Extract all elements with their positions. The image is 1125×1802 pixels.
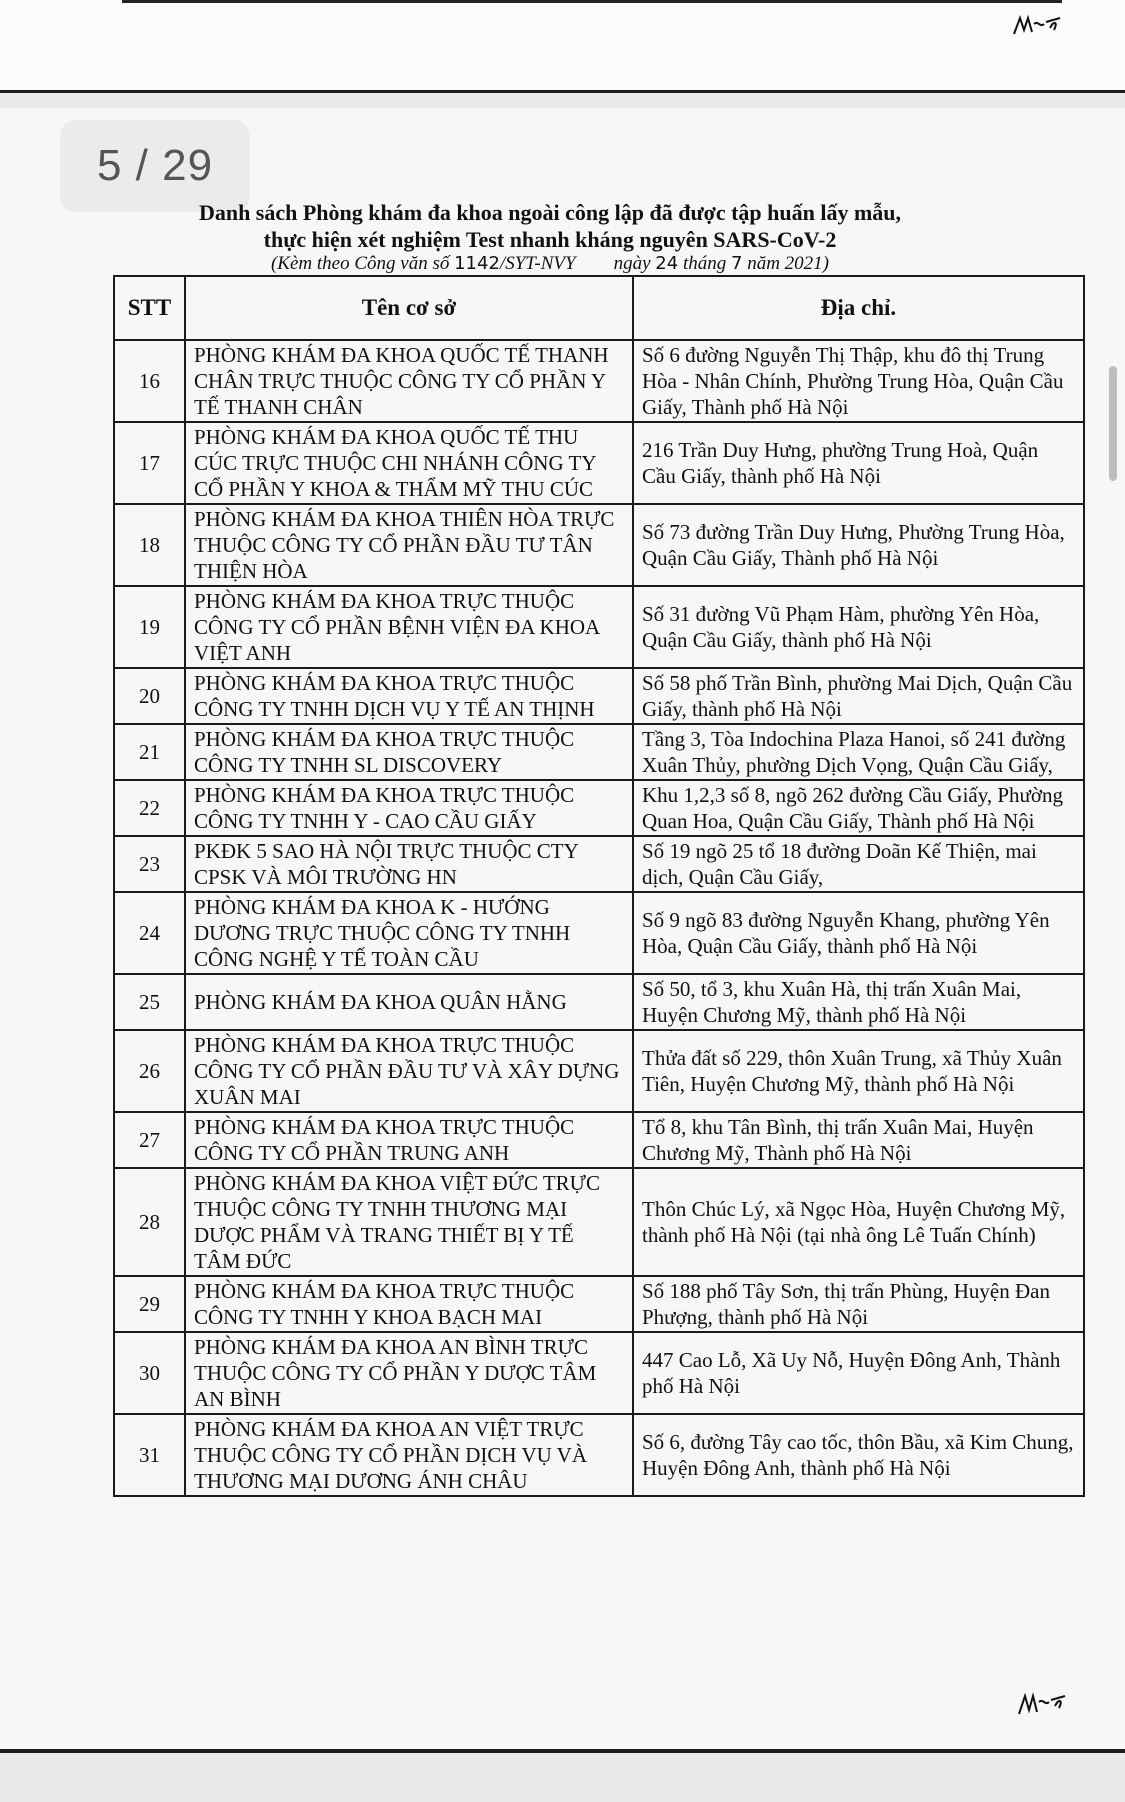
document-number: 1142 [454,253,500,274]
row-name: PHÒNG KHÁM ĐA KHOA TRỰC THUỘC CÔNG TY TNHH Y KHOA BẠCH MAI [185,1276,633,1332]
table-row [114,340,1084,422]
table-row [114,780,1084,836]
row-stt: 23 [114,836,185,892]
table-row [114,892,1084,974]
table-body [114,340,1084,1496]
row-name: PHÒNG KHÁM ĐA KHOA TRỰC THUỘC CÔNG TY TNHH SL DISCOVERY [185,724,633,780]
row-address: Số 19 ngõ 25 tổ 18 đường Doãn Kế Thiện, mai dịch, Quận Cầu Giấy, [633,836,1084,892]
previous-page [0,0,1125,92]
row-stt: 30 [114,1332,185,1414]
table-row [114,504,1084,586]
row-name: PHÒNG KHÁM ĐA KHOA VIỆT ĐỨC TRỰC THUỘC CÔNG TY TNHH THƯƠNG MẠI DƯỢC PHẨM VÀ TRANG THIẾT BỊ Y TẾ TÂM ĐỨC [185,1168,633,1276]
row-stt: 25 [114,974,185,1030]
scrollbar-thumb[interactable] [1109,366,1117,481]
header-address: Địa chỉ. [633,276,1084,340]
row-name: PKĐK 5 SAO HÀ NỘI TRỰC THUỘC CTY CPSK VÀ MÔI TRƯỜNG HN [185,836,633,892]
row-name: PHÒNG KHÁM ĐA KHOA TRỰC THUỘC CÔNG TY TNHH DỊCH VỤ Y TẾ AN THỊNH [185,668,633,724]
document-day: 24 [655,253,679,274]
row-stt: 24 [114,892,185,974]
row-stt: 16 [114,340,185,422]
row-address: Tầng 3, Tòa Indochina Plaza Hanoi, số 241 đường Xuân Thủy, phường Dịch Vọng, Quận Cầu Giấy, [633,724,1084,780]
row-stt: 17 [114,422,185,504]
document-title-line-1: Danh sách Phòng khám đa khoa ngoài công lập đã được tập huấn lấy mẫu, [198,200,902,225]
year-label: năm 2021) [742,253,829,274]
row-stt: 27 [114,1112,185,1168]
header-name: Tên cơ sở [185,276,633,340]
table-row [114,974,1084,1030]
row-stt: 26 [114,1030,185,1112]
row-name: PHÒNG KHÁM ĐA KHOA TRỰC THUỘC CÔNG TY CỔ PHẦN ĐẦU TƯ VÀ XÂY DỰNG XUÂN MAI [185,1030,633,1112]
table-row [114,586,1084,668]
table-row [114,1168,1084,1276]
table-row [114,668,1084,724]
row-name: PHÒNG KHÁM ĐA KHOA AN BÌNH TRỰC THUỘC CÔNG TY CỔ PHẦN Y DƯỢC TÂM AN BÌNH [185,1332,633,1414]
row-address: Số 73 đường Trần Duy Hưng, Phường Trung Hòa, Quận Cầu Giấy, Thành phố Hà Nội [633,504,1084,586]
table-row [114,1276,1084,1332]
document-code: /SYT-NVY [499,253,576,274]
row-name: PHÒNG KHÁM ĐA KHOA TRỰC THUỘC CÔNG TY TNHH Y - CAO CẦU GIẤY [185,780,633,836]
document-month: 7 [730,253,743,274]
initials-signature-icon [1015,1688,1075,1718]
row-address: Khu 1,2,3 số 8, ngõ 262 đường Cầu Giấy, Phường Quan Hoa, Quận Cầu Giấy, Thành phố Hà Nội [633,780,1084,836]
row-name: PHÒNG KHÁM ĐA KHOA AN VIỆT TRỰC THUỘC CÔNG TY CỔ PHẦN DỊCH VỤ VÀ THƯƠNG MẠI DƯƠNG ÁNH CHÂU [185,1414,633,1496]
previous-page-table-edge [122,0,1062,3]
row-stt: 19 [114,586,185,668]
month-label: tháng [678,253,731,274]
page-edge [0,1749,1125,1753]
row-address: Thửa đất số 229, thôn Xuân Trung, xã Thủy Xuân Tiên, Huyện Chương Mỹ, thành phố Hà Nội [633,1030,1084,1112]
row-stt: 31 [114,1414,185,1496]
row-stt: 28 [114,1168,185,1276]
row-stt: 22 [114,780,185,836]
row-address: Số 31 đường Vũ Phạm Hàm, phường Yên Hòa, Quận Cầu Giấy, thành phố Hà Nội [633,586,1084,668]
document-title-line-2: thực hiện xét nghiệm Test nhanh kháng nguyên SARS-CoV-2 [263,227,837,252]
row-name: PHÒNG KHÁM ĐA KHOA QUỐC TẾ THANH CHÂN TRỰC THUỘC CÔNG TY CỔ PHẦN Y TẾ THANH CHÂN [185,340,633,422]
row-address: Số 50, tổ 3, khu Xuân Hà, thị trấn Xuân Mai, Huyện Chương Mỹ, thành phố Hà Nội [633,974,1084,1030]
table-header-row [114,276,1084,340]
row-address: 447 Cao Lỗ, Xã Uy Nỗ, Huyện Đông Anh, Thành phố Hà Nội [633,1332,1084,1414]
row-stt: 29 [114,1276,185,1332]
table-row [114,422,1084,504]
row-name: PHÒNG KHÁM ĐA KHOA TRỰC THUỘC CÔNG TY CỔ PHẦN TRUNG ANH [185,1112,633,1168]
row-stt: 18 [114,504,185,586]
subtitle-prefix: (Kèm theo Công văn số [270,253,455,274]
table-row [114,836,1084,892]
table-row [114,1112,1084,1168]
row-name: PHÒNG KHÁM ĐA KHOA TRỰC THUỘC CÔNG TY CỔ PHẦN BỆNH VIỆN ĐA KHOA VIỆT ANH [185,586,633,668]
row-address: Số 9 ngõ 83 đường Nguyễn Khang, phường Yên Hòa, Quận Cầu Giấy, thành phố Hà Nội [633,892,1084,974]
row-address: Thôn Chúc Lý, xã Ngọc Hòa, Huyện Chương Mỹ, thành phố Hà Nội (tại nhà ông Lê Tuấn Chính) [633,1168,1084,1276]
row-stt: 21 [114,724,185,780]
row-name: PHÒNG KHÁM ĐA KHOA QUÂN HẰNG [185,974,633,1030]
table-row [114,1030,1084,1112]
row-name: PHÒNG KHÁM ĐA KHOA K - HƯỚNG DƯƠNG TRỰC THUỘC CÔNG TY TNHH CÔNG NGHỆ Y TẾ TOÀN CẦU [185,892,633,974]
row-address: Tổ 8, khu Tân Bình, thị trấn Xuân Mai, Huyện Chương Mỹ, Thành phố Hà Nội [633,1112,1084,1168]
table-row [114,1332,1084,1414]
row-address: Số 6, đường Tây cao tốc, thôn Bầu, xã Kim Chung, Huyện Đông Anh, thành phố Hà Nội [633,1414,1084,1496]
row-address: Số 188 phố Tây Sơn, thị trấn Phùng, Huyện Đan Phượng, thành phố Hà Nội [633,1276,1084,1332]
row-stt: 20 [114,668,185,724]
previous-page-edge [0,90,1125,93]
table-row [114,1414,1084,1496]
day-label: ngày [613,253,656,274]
initials-signature-icon [1010,10,1070,40]
document-subtitle [100,253,1000,275]
header-stt: STT [114,276,185,340]
row-name: PHÒNG KHÁM ĐA KHOA THIÊN HÒA TRỰC THUỘC CÔNG TY CỔ PHẦN ĐẦU TƯ TÂN THIỆN HÒA [185,504,633,586]
row-address: Số 6 đường Nguyễn Thị Thập, khu đô thị Trung Hòa - Nhân Chính, Phường Trung Hòa, Quận Cầu Giấy, Thành phố Hà Nội [633,340,1084,422]
page-indicator: 5 / 29 [60,120,250,212]
table-row [114,724,1084,780]
row-address: 216 Trần Duy Hưng, phường Trung Hoà, Quận Cầu Giấy, thành phố Hà Nội [633,422,1084,504]
row-name: PHÒNG KHÁM ĐA KHOA QUỐC TẾ THU CÚC TRỰC THUỘC CHI NHÁNH CÔNG TY CỔ PHẦN Y KHOA & THẨM MỸ THU CÚC [185,422,633,504]
row-address: Số 58 phố Trần Bình, phường Mai Dịch, Quận Cầu Giấy, thành phố Hà Nội [633,668,1084,724]
clinic-table [113,275,1085,1497]
